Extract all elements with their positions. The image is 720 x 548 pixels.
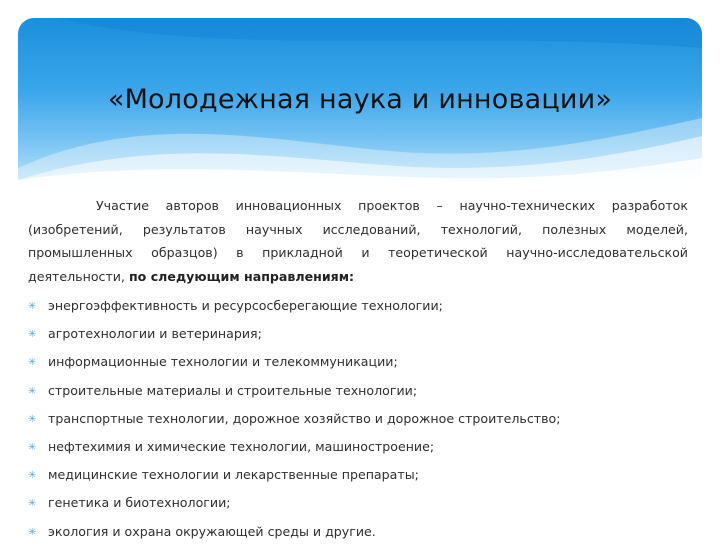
list-item-text: информационные технологии и телекоммуникации;	[48, 354, 398, 370]
asterisk-icon: ✳	[28, 301, 37, 312]
list-item-text: экология и охрана окружающей среды и другие.	[48, 523, 376, 539]
asterisk-icon: ✳	[28, 526, 37, 538]
list-item-text: агротехнологии и ветеринария;	[48, 326, 262, 342]
asterisk-icon: ✳	[28, 413, 37, 425]
page-title: «Молодежная наука и инновации»	[107, 84, 613, 115]
asterisk-icon: ✳	[28, 470, 37, 482]
list-item-text: строительные материалы и строительные технологии;	[48, 382, 418, 398]
asterisk-icon: ✳	[28, 385, 37, 397]
asterisk-icon: ✳	[28, 357, 37, 369]
list-item	[28, 491, 708, 519]
list-item-text: генетика и биотехнологии;	[48, 495, 231, 511]
asterisk-icon: ✳	[28, 498, 37, 510]
asterisk-icon: ✳	[28, 329, 37, 341]
list-item	[28, 322, 708, 350]
intro-paragraph	[28, 194, 688, 288]
list-item	[28, 435, 708, 463]
list-item	[28, 294, 708, 322]
list-item	[28, 463, 708, 491]
list-item-text: транспортные технологии, дорожное хозяйство и дорожное строительство;	[48, 410, 561, 426]
intro-emphasis: по следующим направлениям:	[128, 268, 355, 284]
list-item	[28, 520, 708, 548]
intro-text: Участие авторов инновационных проектов – научно-технических разработок (изобретений, результатов научных исследований, технологий, полезных моделей, промышленных образцов) в прикладной и теоретической научно-исследовательской деятельности,	[28, 198, 688, 284]
list-item	[28, 379, 708, 407]
asterisk-icon: ✳	[28, 441, 37, 453]
list-item-text: медицинские технологии и лекарственные препараты;	[48, 467, 419, 483]
list-item	[28, 350, 708, 378]
list-item-text: энергоэффективность и ресурсосберегающие технологии;	[48, 298, 443, 313]
directions-list	[28, 294, 708, 548]
slide-header	[18, 18, 702, 180]
list-item-text: нефтехимия и химические технологии, машиностроение;	[48, 438, 435, 454]
list-item	[28, 407, 708, 435]
